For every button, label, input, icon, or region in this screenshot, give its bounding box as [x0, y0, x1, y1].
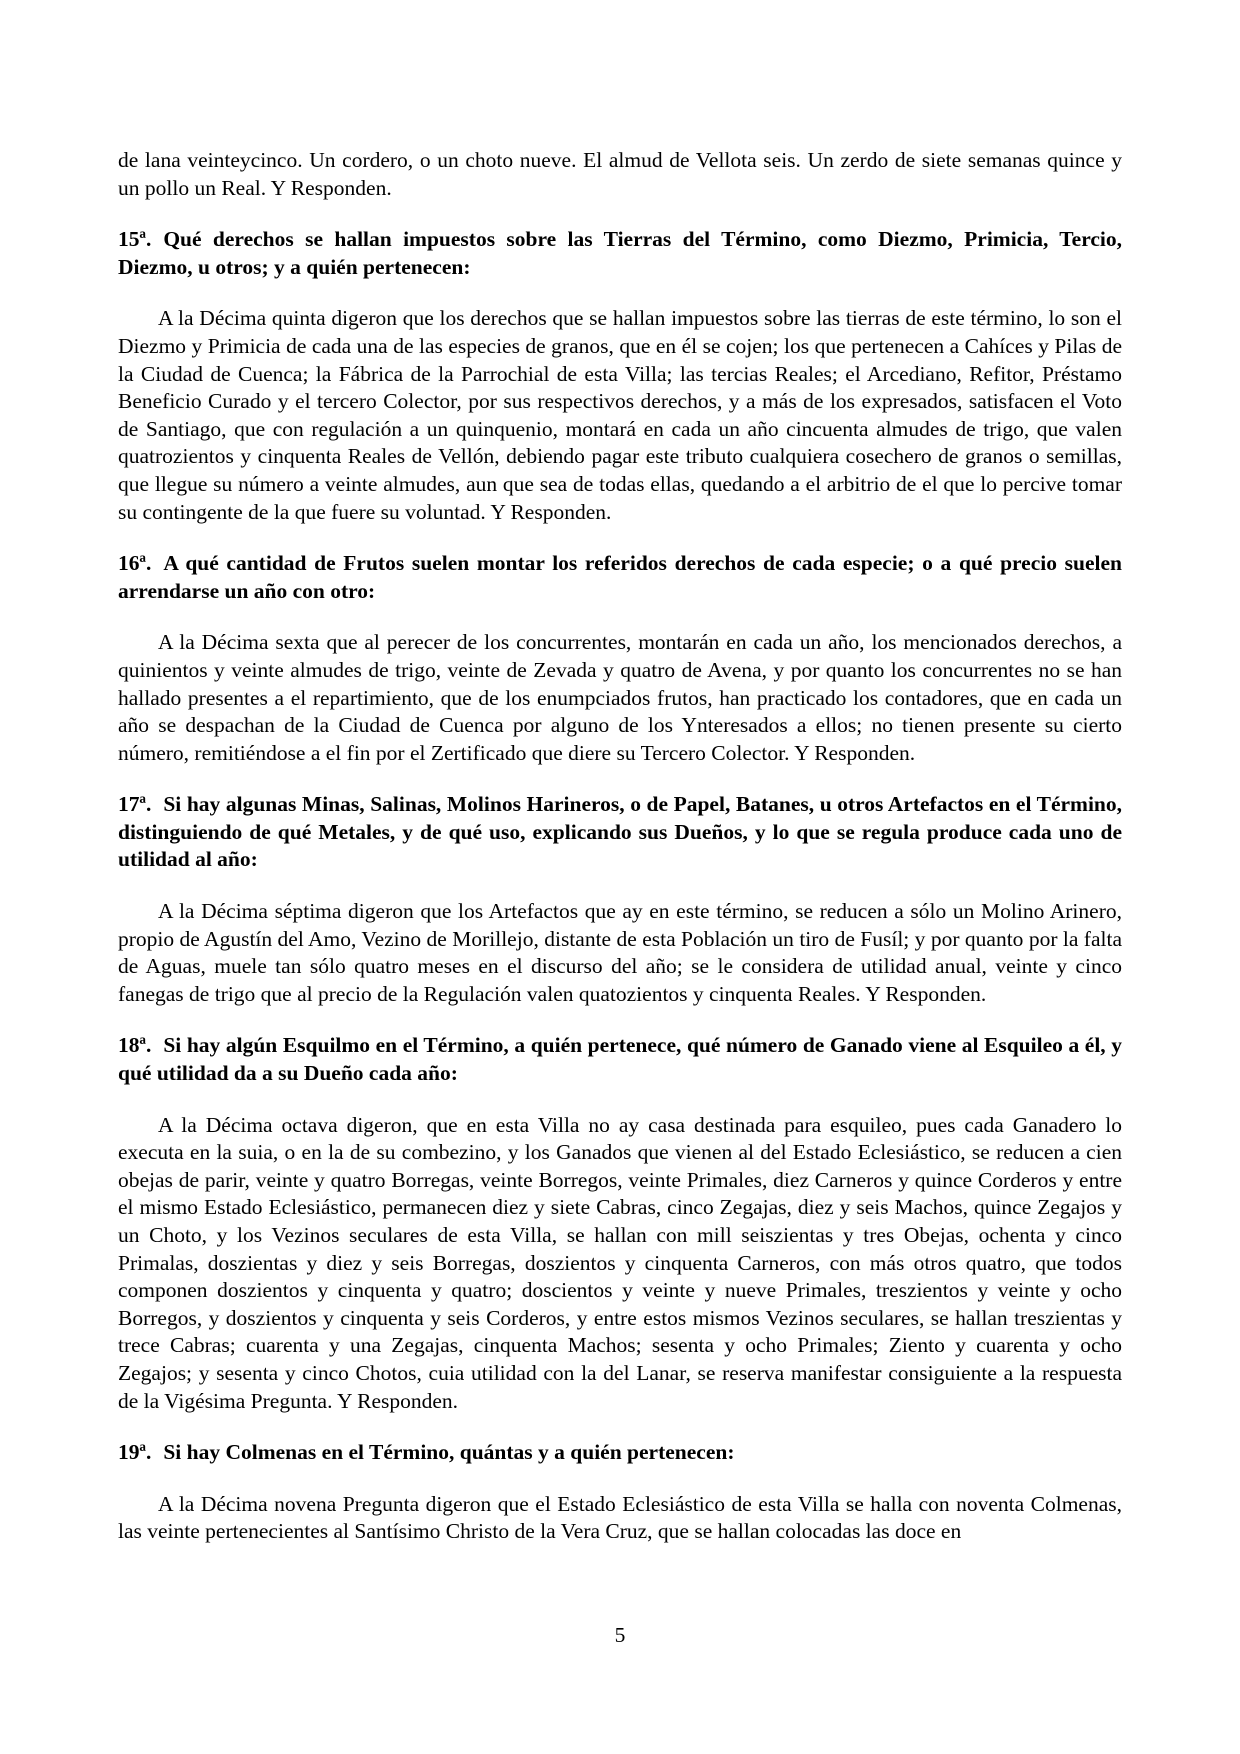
question-number-15: 15ª. — [118, 227, 152, 252]
question-heading-18 — [118, 1032, 1122, 1087]
page-number: 5 — [614, 1622, 626, 1647]
question-text-19: Si hay Colmenas en el Término, quántas y a quién pertenecen: — [163, 1440, 735, 1465]
question-heading-16 — [118, 550, 1122, 605]
question-heading-17 — [118, 791, 1122, 874]
answer-paragraph-17: A la Décima séptima digeron que los Artefactos que ay en este término, se reducen a sólo un Molino Arinero, propio de Agustín del Amo, Vezino de Morillejo, distante de esta Población un tiro de Fusíl; y por quanto por la falta de Aguas, muele tan sólo quatro meses en el discurso del año; se le considera de utilidad anual, veinte y cinco fanegas de trigo que al precio de la Regulación valen quatozientos y cinquenta Reales. Y Responden. — [118, 899, 1122, 1006]
question-text-15: Qué derechos se hallan impuestos sobre las Tierras del Término, como Diezmo, Primicia, Tercio, Diezmo, u otros; y a quién pertenecen: — [118, 227, 1122, 279]
question-text-16: A qué cantidad de Frutos suelen montar los referidos derechos de cada especie; o a qué precio suelen arrendarse un año con otro: — [118, 551, 1122, 603]
question-number-18: 18ª. — [118, 1033, 152, 1058]
answer-paragraph-19: A la Décima novena Pregunta digeron que el Estado Eclesiástico de esta Villa se halla con noventa Colmenas, las veinte pertenecientes al Santísimo Christo de la Vera Cruz, que se hallan colocadas las doce en — [118, 1491, 1122, 1544]
question-number-17: 17ª. — [118, 792, 152, 817]
intro-paragraph: de lana veinteycinco. Un cordero, o un choto nueve. El almud de Vellota seis. Un zerdo de siete semanas quince y un pollo un Real. Y Responden. — [118, 148, 1122, 200]
question-text-18: Si hay algún Esquilmo en el Término, a quién pertenece, qué número de Ganado viene al Esquileo a él, y qué utilidad da a su Dueño cada año: — [118, 1033, 1122, 1086]
answer-paragraph-16: A la Décima sexta que al perecer de los concurrentes, montarán en cada un año, los mencionados derechos, a quinientos y veinte almudes de trigo, veinte de Zevada y quatro de Avena, y por quanto los concurrentes no se han hallado presentes a el repartimiento, que de los enumpciados frutos, han practicado los contadores, que en cada un año se despachan de la Ciudad de Cuenca por alguno de los Ynteresados a ellos; no tienen presente su cierto número, remitiéndose a el fin por el Zertificado que diere su Tercero Colector. Y Responden. — [118, 630, 1122, 765]
question-number-16: 16ª. — [118, 551, 152, 576]
question-text-17: Si hay algunas Minas, Salinas, Molinos Harineros, o de Papel, Batanes, u otros Artefactos en el Término, distinguiendo de qué Metales, y de qué uso, explicando sus Dueños, y lo que se regula produce cada uno de utilidad al año: — [118, 792, 1122, 872]
question-heading-19 — [118, 1439, 1122, 1467]
question-heading-15 — [118, 226, 1122, 281]
answer-paragraph-18: A la Décima octava digeron, que en esta Villa no ay casa destinada para esquileo, pues cada Ganadero lo executa en la suia, o en la de su combezino, y los Ganados que vienen al del Estado Eclesiástico, se reducen a cien obejas de parir, veinte y quatro Borregas, veinte Borregos, veinte Primales, diez Carneros y quince Corderos y entre el mismo Estado Eclesiástico, permanecen diez y siete Cabras, cinco Zegajas, diez y seis Machos, quince Zegajos y un Choto, y los Vezinos seculares de esta Villa, se hallan con mill seiszientas y tres Obejas, ochenta y cinco Primalas, doszientas y diez y seis Borregas, doszientos y cinquenta Carneros, con más otros quatro, que todos componen doszientos y cinquenta y quatro; doscientos y veinte y nueve Primales, treszientos y veinte y ocho Borregos, y doszientos y cinquenta y seis Corderos, y entre estos mismos Vezinos seculares, se hallan treszientas y trece Cabras; cuarenta y una Zegajas, cinquenta Machos; sesenta y ocho Primales; Ziento y cuarenta y ocho Zegajos; y sesenta y cinco Chotos, cuia utilidad con la del Lanar, se reserva manifestar consiguiente a la respuesta de la Vigésima Pregunta. Y Responden. — [118, 1112, 1122, 1413]
answer-paragraph-15: A la Décima quinta digeron que los derechos que se hallan impuestos sobre las tierras de este término, lo son el Diezmo y Primicia de cada una de las especies de granos, que en él se cojen; los que pertenecen a Cahíces y Pilas de la Ciudad de Cuenca; la Fábrica de la Parrochial de esta Villa; las tercias Reales; el Arcediano, Refitor, Préstamo Beneficio Curado y el tercero Colector, por sus respectivos derechos, y a más de los expresados, satisfacen el Voto de Santiago, que con regulación a un quinquenio, montará en cada un año cincuenta almudes de trigo, que valen quatrozientos y cinquenta Reales de Vellón, debiendo pagar este tributo cualquiera cosechero de granos o semillas, que llegue su número a veinte almudes, aun que sea de todas ellas, quedando a el arbitrio de el que lo percive tomar su contingente de la que fuere su voluntad. Y Responden. — [118, 306, 1122, 524]
document-content — [118, 147, 1122, 1650]
question-number-19: 19ª. — [118, 1440, 152, 1465]
